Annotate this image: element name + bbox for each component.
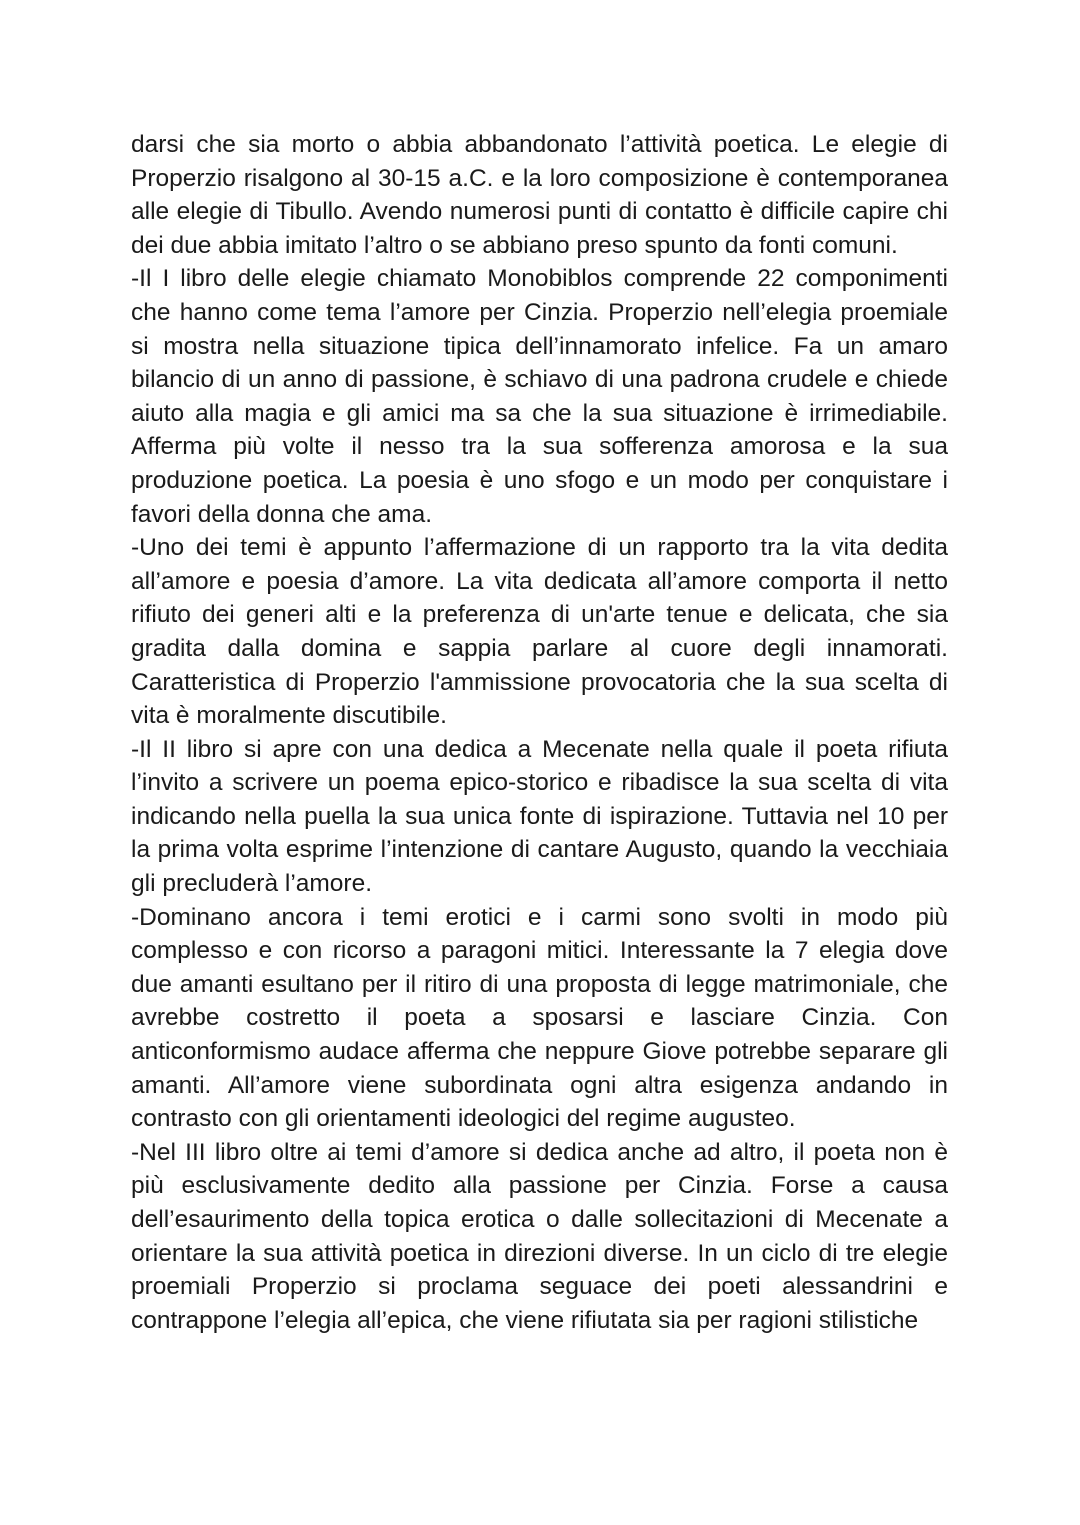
paragraph-themes: -Uno dei temi è appunto l’affermazione di un rapporto tra la vita dedita all’amore e poesia d’amore. La vita dedicata all’amore comporta il netto rifiuto dei generi alti e la preferenza di un'arte tenue e delicata, che sia gradita dalla domina e sappia parlare al cuore degli innamorati. Caratteristica di Properzio l'ammissione provocatoria che la sua scelta di vita è moralmente discutibile.: [131, 534, 948, 730]
body-text: [131, 128, 948, 1337]
paragraph-intro: darsi che sia morto o abbia abbandonato l’attività poetica. Le elegie di Properzio risalgono al 30-15 a.C. e la loro composizione è contemporanea alle elegie di Tibullo. Avendo numerosi punti di contatto è difficile capire chi dei due abbia imitato l’altro o se abbiano preso spunto da fonti comuni.: [131, 131, 948, 259]
paragraph-book-three: -Nel III libro oltre ai temi d’amore si dedica anche ad altro, il poeta non è più esclusivamente dedito alla passione per Cinzia. Forse a causa dell’esaurimento della topica erotica o dalle sollecitazioni di Mecenate a orientare la sua attività poetica in direzioni diverse. In un ciclo di tre elegie proemiali Properzio si proclama seguace dei poeti alessandrini e contrappone l’elegia all’epica, che viene rifiutata sia per ragioni stilistiche: [131, 1138, 948, 1334]
paragraph-erotic-themes: -Dominano ancora i temi erotici e i carmi sono svolti in modo più complesso e con ricorso a paragoni mitici. Interessante la 7 elegia dove due amanti esultano per il ritiro di una proposta di legge matrimoniale, che avrebbe costretto il poeta a sposarsi e lasciare Cinzia. Con anticonformismo audace afferma che neppure Giove potrebbe separare gli amanti. All’amore viene subordinata ogni altra esigenza andando in contrasto con gli orientamenti ideologici del regime augusteo.: [131, 903, 948, 1133]
paragraph-book-one: -Il I libro delle elegie chiamato Monobiblos comprende 22 componimenti che hanno come tema l’amore per Cinzia. Properzio nell’elegia proemiale si mostra nella situazione tipica dell’innamorato infelice. Fa un amaro bilancio di un anno di passione, è schiavo di una padrona crudele e chiede aiuto alla magia e gli amici ma sa che la sua situazione è irrimediabile. Afferma più volte il nesso tra la sua sofferenza amorosa e la sua produzione poetica. La poesia è uno sfogo e un modo per conquistare i favori della donna che ama.: [131, 265, 948, 528]
paragraph-book-two: -Il II libro si apre con una dedica a Mecenate nella quale il poeta rifiuta l’invito a scrivere un poema epico-storico e ribadisce la sua scelta di vita indicando nella puella la sua unica fonte di ispirazione. Tuttavia nel 10 per la prima volta esprime l’intenzione di cantare Augusto, quando la vecchiaia gli precluderà l’amore.: [131, 735, 948, 898]
